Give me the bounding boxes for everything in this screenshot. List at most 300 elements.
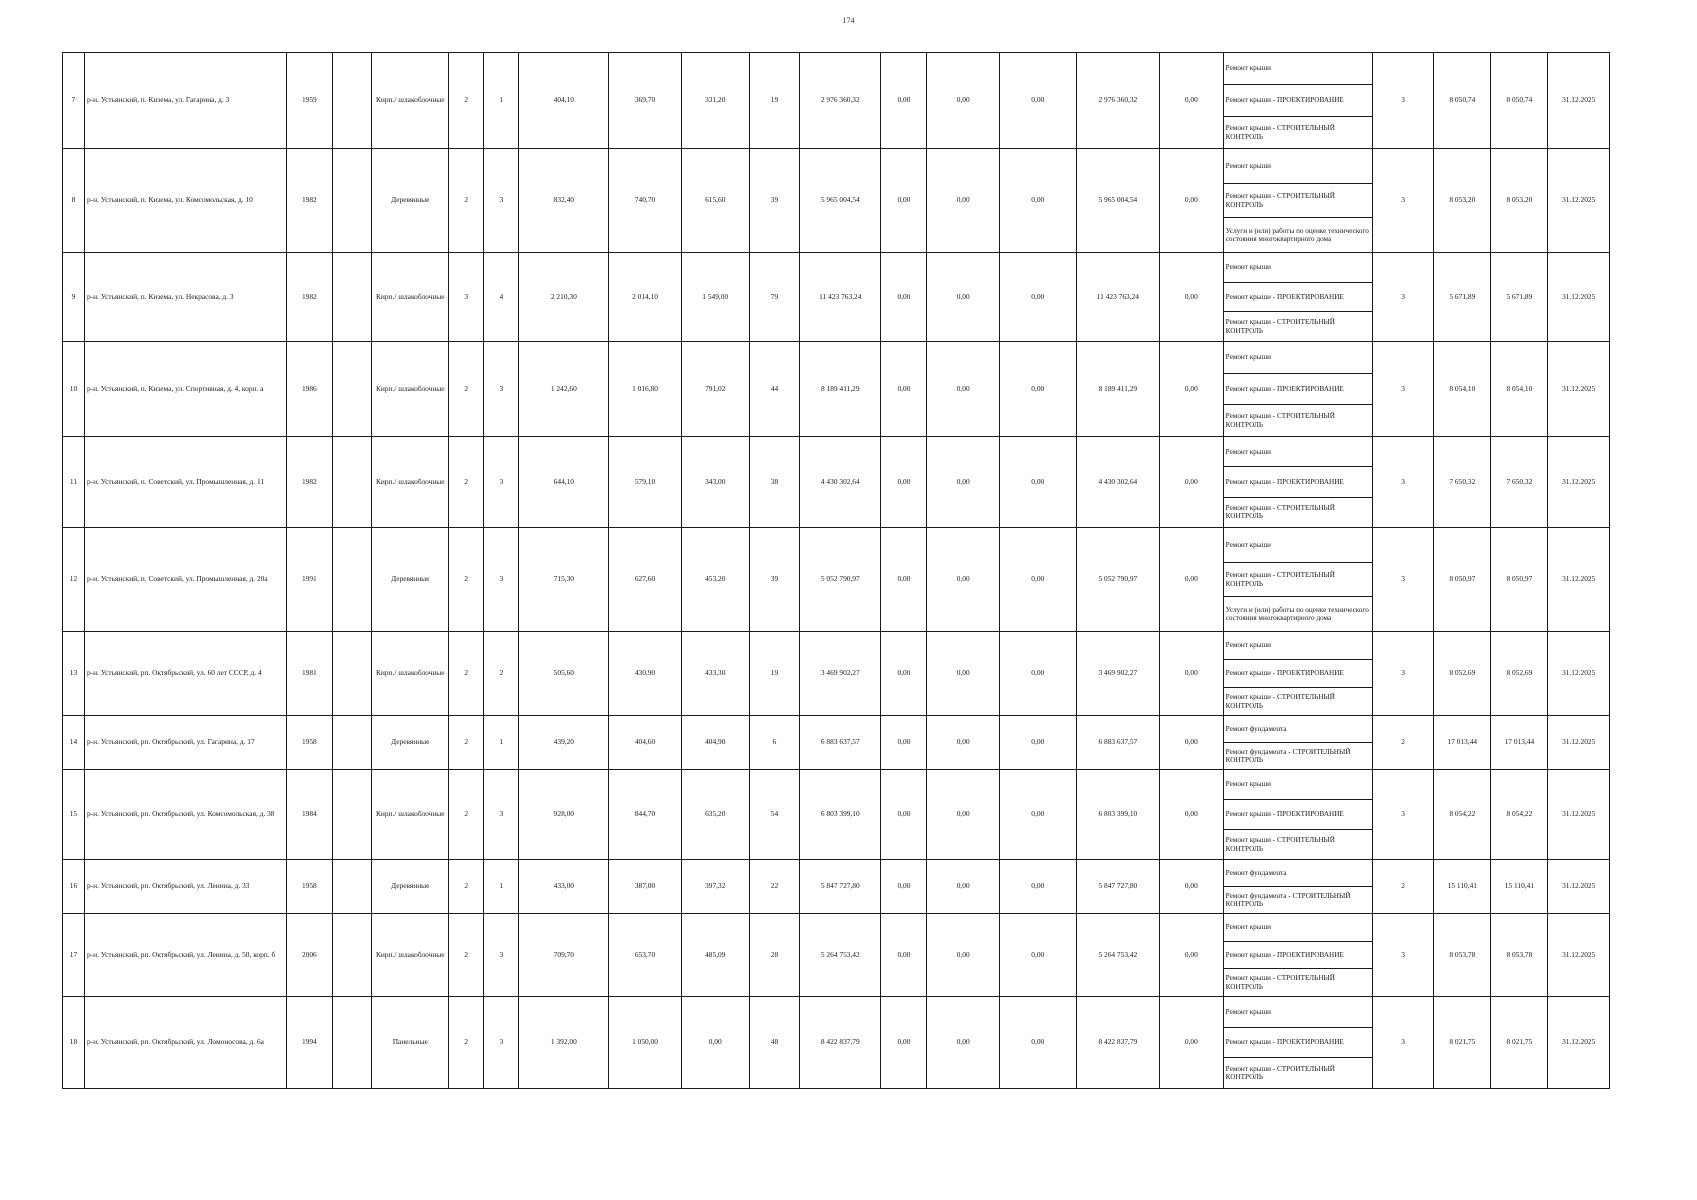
build-year: 1986: [286, 342, 332, 437]
deadline-date: 31.12.2025: [1548, 632, 1610, 716]
entrances-count: 3: [484, 528, 519, 632]
empty-col: [332, 342, 371, 437]
empty-col: [332, 632, 371, 716]
build-year: 1958: [286, 716, 332, 770]
row-number: 12: [63, 528, 85, 632]
limit-per-m2: 15 110,41: [1491, 860, 1548, 914]
address: р-н. Устьянский, рп. Октябрьский, ул. Комсомольская, д. 38: [84, 770, 286, 860]
floors-count: 2: [449, 342, 484, 437]
work-item: Ремонт крыши - СТРОИТЕЛЬНЫЙ КОНТРОЛЬ: [1224, 829, 1372, 859]
build-year: 1982: [286, 437, 332, 528]
limit-per-m2: 8 052,69: [1491, 632, 1548, 716]
fund-municipal: 0,00: [999, 914, 1076, 997]
residents-count: 19: [749, 53, 799, 149]
fund-federal: 0,00: [881, 253, 927, 342]
residents-count: 22: [749, 860, 799, 914]
work-item: Ремонт крыши - ПРОЕКТИРОВАНИЕ: [1224, 84, 1372, 116]
work-item: Ремонт крыши: [1225, 447, 1271, 456]
address: р-н. Устьянский, рп. Октябрьский, ул. 60 лет СССР, д. 4: [84, 632, 286, 716]
works-stack: [1224, 53, 1372, 148]
fund-regional: 0,00: [927, 253, 999, 342]
limit-per-m2: 8 021,75: [1491, 997, 1548, 1089]
work-item: Ремонт крыши - СТРОИТЕЛЬНЫЙ КОНТРОЛЬ: [1224, 1057, 1372, 1088]
works-stack: [1224, 632, 1372, 715]
fund-regional: 0,00: [927, 997, 999, 1089]
fund-federal: 0,00: [881, 149, 927, 253]
row-number: 10: [63, 342, 85, 437]
wall-material: Кирп./ шлакоблочные: [372, 342, 449, 437]
living-area: 579,10: [609, 437, 681, 528]
works-stack: [1224, 342, 1372, 436]
fund-regional: 0,00: [927, 914, 999, 997]
address: р-н. Устьянский, п. Кизема, ул. Комсомольская, д. 10: [84, 149, 286, 253]
fund-owners: 11 423 763,24: [1076, 253, 1159, 342]
cost-per-m2: 7 650,32: [1434, 437, 1491, 528]
fund-regional: 0,00: [927, 632, 999, 716]
fund-municipal: 0,00: [999, 770, 1076, 860]
deadline-date: 31.12.2025: [1548, 914, 1610, 997]
wall-material: Деревянные: [372, 860, 449, 914]
unit-count: 3: [1372, 437, 1433, 528]
limit-per-m2: 8 053,78: [1491, 914, 1548, 997]
cost-per-m2: 5 671,89: [1434, 253, 1491, 342]
residential-area: 404,90: [681, 716, 749, 770]
work-item: Ремонт крыши - ПРОЕКТИРОВАНИЕ: [1224, 282, 1372, 312]
work-item: Ремонт крыши - СТРОИТЕЛЬНЫЙ КОНТРОЛЬ: [1224, 497, 1372, 527]
empty-col: [332, 914, 371, 997]
fund-owners: 8 422 837,79: [1076, 997, 1159, 1089]
cost-per-m2: 15 110,41: [1434, 860, 1491, 914]
total-area: 2 210,30: [519, 253, 609, 342]
empty-col: [332, 860, 371, 914]
work-item: Ремонт крыши: [1225, 64, 1271, 73]
living-area: 369,70: [609, 53, 681, 149]
build-year: 1991: [286, 528, 332, 632]
row-number: 11: [63, 437, 85, 528]
table-row: [63, 53, 1610, 149]
total-cost: 3 469 902,27: [800, 632, 881, 716]
living-area: 740,70: [609, 149, 681, 253]
row-number: 7: [63, 53, 85, 149]
fund-municipal: 0,00: [999, 342, 1076, 437]
fund-regional: 0,00: [927, 53, 999, 149]
residents-count: 39: [749, 528, 799, 632]
unit-count: 3: [1372, 997, 1433, 1089]
floors-count: 2: [449, 632, 484, 716]
wall-material: Кирп./ шлакоблочные: [372, 253, 449, 342]
build-year: 1958: [286, 860, 332, 914]
residents-count: 79: [749, 253, 799, 342]
living-area: 844,70: [609, 770, 681, 860]
row-number: 13: [63, 632, 85, 716]
deadline-date: 31.12.2025: [1548, 253, 1610, 342]
wall-material: Деревянные: [372, 528, 449, 632]
fund-owners: 5 847 727,80: [1076, 860, 1159, 914]
entrances-count: 3: [484, 914, 519, 997]
address: р-н. Устьянский, п. Советский, ул. Промышленная, д. 20а: [84, 528, 286, 632]
living-area: 404,60: [609, 716, 681, 770]
total-cost: 11 423 763,24: [800, 253, 881, 342]
deadline-date: 31.12.2025: [1548, 342, 1610, 437]
table-body: [63, 53, 1610, 1089]
residential-area: 397,32: [681, 860, 749, 914]
empty-col: [332, 253, 371, 342]
work-item: Ремонт крыши - ПРОЕКТИРОВАНИЕ: [1224, 373, 1372, 405]
build-year: 1959: [286, 53, 332, 149]
work-item: Ремонт крыши - ПРОЕКТИРОВАНИЕ: [1224, 659, 1372, 687]
fund-municipal: 0,00: [999, 149, 1076, 253]
total-cost: 8 422 837,79: [800, 997, 881, 1089]
address: р-н. Устьянский, рп. Октябрьский, ул. Ломоносова, д. 6а: [84, 997, 286, 1089]
unit-count: 3: [1372, 528, 1433, 632]
total-area: 433,00: [519, 860, 609, 914]
unit-count: 3: [1372, 253, 1433, 342]
total-cost: 6 883 637,57: [800, 716, 881, 770]
works-list: [1223, 632, 1372, 716]
work-item: Ремонт крыши - ПРОЕКТИРОВАНИЕ: [1224, 941, 1372, 969]
deadline-date: 31.12.2025: [1548, 149, 1610, 253]
unit-count: 3: [1372, 53, 1433, 149]
unit-count: 3: [1372, 632, 1433, 716]
table-row: [63, 770, 1610, 860]
total-area: 505,60: [519, 632, 609, 716]
empty-col: [332, 437, 371, 528]
works-stack: [1224, 716, 1372, 769]
cost-per-m2: 8 050,97: [1434, 528, 1491, 632]
unit-count: 3: [1372, 149, 1433, 253]
work-item: Ремонт крыши: [1225, 540, 1271, 549]
total-cost: 8 189 411,29: [800, 342, 881, 437]
repair-program-table: [62, 52, 1610, 1089]
total-cost: 5 264 753,42: [800, 914, 881, 997]
fund-owners: 5 052 790,97: [1076, 528, 1159, 632]
wall-material: Кирп./ шлакоблочные: [372, 53, 449, 149]
residential-area: 1 549,00: [681, 253, 749, 342]
cost-per-m2: 8 053,20: [1434, 149, 1491, 253]
works-stack: [1224, 437, 1372, 527]
fund-federal: 0,00: [881, 770, 927, 860]
cost-per-m2: 8 053,78: [1434, 914, 1491, 997]
work-item: Ремонт фундамента: [1225, 868, 1287, 877]
fund-municipal: 0,00: [999, 860, 1076, 914]
fund-other: 0,00: [1160, 632, 1224, 716]
table-row: [63, 149, 1610, 253]
address: р-н. Устьянский, п. Советский, ул. Промышленная, д. 11: [84, 437, 286, 528]
fund-federal: 0,00: [881, 632, 927, 716]
total-cost: 5 847 727,80: [800, 860, 881, 914]
fund-other: 0,00: [1160, 716, 1224, 770]
residents-count: 6: [749, 716, 799, 770]
entrances-count: 3: [484, 149, 519, 253]
work-item: Ремонт фундамента: [1225, 724, 1287, 733]
work-item: Ремонт крыши - СТРОИТЕЛЬНЫЙ КОНТРОЛЬ: [1224, 116, 1372, 148]
build-year: 2006: [286, 914, 332, 997]
work-item: Ремонт крыши - СТРОИТЕЛЬНЫЙ КОНТРОЛЬ: [1224, 687, 1372, 715]
total-area: 928,00: [519, 770, 609, 860]
total-area: 404,10: [519, 53, 609, 149]
deadline-date: 31.12.2025: [1548, 528, 1610, 632]
empty-col: [332, 528, 371, 632]
fund-owners: 5 965 004,54: [1076, 149, 1159, 253]
total-area: 832,40: [519, 149, 609, 253]
living-area: 627,60: [609, 528, 681, 632]
empty-col: [332, 149, 371, 253]
total-cost: 5 965 004,54: [800, 149, 881, 253]
page-number: 174: [842, 16, 855, 25]
works-stack: [1224, 149, 1372, 252]
row-number: 8: [63, 149, 85, 253]
work-item: Ремонт крыши - ПРОЕКТИРОВАНИЕ: [1224, 1027, 1372, 1058]
residential-area: 615,60: [681, 149, 749, 253]
table-row: [63, 528, 1610, 632]
work-item: Ремонт крыши - ПРОЕКТИРОВАНИЕ: [1224, 799, 1372, 829]
work-item: Ремонт крыши - ПРОЕКТИРОВАНИЕ: [1224, 466, 1372, 496]
work-item: Ремонт крыши - СТРОИТЕЛЬНЫЙ КОНТРОЛЬ: [1224, 311, 1372, 341]
works-list: [1223, 437, 1372, 528]
fund-owners: 2 976 360,32: [1076, 53, 1159, 149]
row-number: 14: [63, 716, 85, 770]
cost-per-m2: 8 054,22: [1434, 770, 1491, 860]
work-item: Ремонт фундамента - СТРОИТЕЛЬНЫЙ КОНТРОЛЬ: [1224, 742, 1372, 769]
fund-federal: 0,00: [881, 437, 927, 528]
table-row: [63, 716, 1610, 770]
table-row: [63, 342, 1610, 437]
entrances-count: 1: [484, 860, 519, 914]
deadline-date: 31.12.2025: [1548, 716, 1610, 770]
residential-area: 791,02: [681, 342, 749, 437]
row-number: 16: [63, 860, 85, 914]
fund-federal: 0,00: [881, 53, 927, 149]
works-list: [1223, 53, 1372, 149]
living-area: 430,90: [609, 632, 681, 716]
works-stack: [1224, 253, 1372, 341]
fund-regional: 0,00: [927, 528, 999, 632]
entrances-count: 1: [484, 716, 519, 770]
total-area: 644,10: [519, 437, 609, 528]
total-cost: 2 976 360,32: [800, 53, 881, 149]
living-area: 2 014,10: [609, 253, 681, 342]
cost-per-m2: 8 052,69: [1434, 632, 1491, 716]
works-list: [1223, 528, 1372, 632]
fund-owners: 6 883 637,57: [1076, 716, 1159, 770]
fund-regional: 0,00: [927, 437, 999, 528]
work-item: Ремонт крыши: [1225, 641, 1271, 650]
deadline-date: 31.12.2025: [1548, 770, 1610, 860]
wall-material: Кирп./ шлакоблочные: [372, 632, 449, 716]
fund-regional: 0,00: [927, 149, 999, 253]
residential-area: 485,09: [681, 914, 749, 997]
residents-count: 39: [749, 149, 799, 253]
works-list: [1223, 149, 1372, 253]
fund-municipal: 0,00: [999, 53, 1076, 149]
address: р-н. Устьянский, п. Кизема, ул. Спортивная, д. 4, корп. а: [84, 342, 286, 437]
residents-count: 19: [749, 632, 799, 716]
works-list: [1223, 770, 1372, 860]
cost-per-m2: 8 054,10: [1434, 342, 1491, 437]
empty-col: [332, 770, 371, 860]
build-year: 1994: [286, 997, 332, 1089]
works-stack: [1224, 860, 1372, 913]
table-row: [63, 997, 1610, 1089]
work-item: Ремонт крыши: [1225, 1007, 1271, 1016]
floors-count: 2: [449, 528, 484, 632]
fund-other: 0,00: [1160, 53, 1224, 149]
work-item: Ремонт крыши - СТРОИТЕЛЬНЫЙ КОНТРОЛЬ: [1224, 404, 1372, 436]
fund-other: 0,00: [1160, 770, 1224, 860]
entrances-count: 3: [484, 997, 519, 1089]
fund-owners: 3 469 902,27: [1076, 632, 1159, 716]
build-year: 1982: [286, 253, 332, 342]
limit-per-m2: 7 650,32: [1491, 437, 1548, 528]
empty-col: [332, 53, 371, 149]
total-cost: 4 430 302,64: [800, 437, 881, 528]
total-area: 1 392,00: [519, 997, 609, 1089]
table-row: [63, 253, 1610, 342]
fund-owners: 6 803 399,10: [1076, 770, 1159, 860]
floors-count: 2: [449, 997, 484, 1089]
floors-count: 2: [449, 914, 484, 997]
fund-other: 0,00: [1160, 437, 1224, 528]
work-item: Ремонт крыши: [1225, 263, 1271, 272]
row-number: 17: [63, 914, 85, 997]
empty-col: [332, 997, 371, 1089]
row-number: 9: [63, 253, 85, 342]
wall-material: Кирп./ шлакоблочные: [372, 914, 449, 997]
residential-area: 433,30: [681, 632, 749, 716]
works-list: [1223, 914, 1372, 997]
unit-count: 3: [1372, 342, 1433, 437]
entrances-count: 3: [484, 342, 519, 437]
work-item: Ремонт крыши: [1225, 353, 1271, 362]
fund-other: 0,00: [1160, 342, 1224, 437]
residential-area: 331,20: [681, 53, 749, 149]
row-number: 15: [63, 770, 85, 860]
living-area: 387,00: [609, 860, 681, 914]
works-stack: [1224, 914, 1372, 996]
unit-count: 2: [1372, 716, 1433, 770]
work-item: Ремонт крыши - СТРОИТЕЛЬНЫЙ КОНТРОЛЬ: [1224, 183, 1372, 218]
deadline-date: 31.12.2025: [1548, 437, 1610, 528]
floors-count: 2: [449, 860, 484, 914]
fund-federal: 0,00: [881, 342, 927, 437]
limit-per-m2: 8 050,74: [1491, 53, 1548, 149]
fund-federal: 0,00: [881, 914, 927, 997]
floors-count: 3: [449, 253, 484, 342]
cost-per-m2: 17 013,44: [1434, 716, 1491, 770]
fund-other: 0,00: [1160, 914, 1224, 997]
floors-count: 2: [449, 770, 484, 860]
limit-per-m2: 17 013,44: [1491, 716, 1548, 770]
wall-material: Кирп./ шлакоблочные: [372, 437, 449, 528]
works-list: [1223, 716, 1372, 770]
work-item: Ремонт крыши: [1225, 780, 1271, 789]
works-list: [1223, 997, 1372, 1089]
floors-count: 2: [449, 149, 484, 253]
floors-count: 2: [449, 53, 484, 149]
total-cost: 6 803 399,10: [800, 770, 881, 860]
residents-count: 48: [749, 997, 799, 1089]
entrances-count: 1: [484, 53, 519, 149]
table-row: [63, 860, 1610, 914]
residential-area: 635,20: [681, 770, 749, 860]
empty-col: [332, 716, 371, 770]
total-area: 439,20: [519, 716, 609, 770]
living-area: 1 016,80: [609, 342, 681, 437]
fund-owners: 8 189 411,29: [1076, 342, 1159, 437]
address: р-н. Устьянский, п. Кизема, ул. Гагарина, д. 3: [84, 53, 286, 149]
work-item: Ремонт крыши - СТРОИТЕЛЬНЫЙ КОНТРОЛЬ: [1224, 968, 1372, 996]
build-year: 1981: [286, 632, 332, 716]
wall-material: Деревянные: [372, 149, 449, 253]
limit-per-m2: 8 050,97: [1491, 528, 1548, 632]
address: р-н. Устьянский, рп. Октябрьский, ул. Ленина, д. 50, корп. б: [84, 914, 286, 997]
wall-material: Панельные: [372, 997, 449, 1089]
works-stack: [1224, 770, 1372, 859]
table-row: [63, 914, 1610, 997]
fund-municipal: 0,00: [999, 528, 1076, 632]
total-cost: 5 052 790,97: [800, 528, 881, 632]
limit-per-m2: 8 054,10: [1491, 342, 1548, 437]
fund-other: 0,00: [1160, 253, 1224, 342]
fund-federal: 0,00: [881, 860, 927, 914]
work-item: Ремонт фундамента - СТРОИТЕЛЬНЫЙ КОНТРОЛЬ: [1224, 886, 1372, 913]
unit-count: 3: [1372, 770, 1433, 860]
living-area: 653,70: [609, 914, 681, 997]
deadline-date: 31.12.2025: [1548, 860, 1610, 914]
fund-municipal: 0,00: [999, 437, 1076, 528]
work-item: Услуги и (или) работы по оценке технического состояния многоквартирного дома: [1224, 596, 1372, 631]
fund-federal: 0,00: [881, 997, 927, 1089]
fund-municipal: 0,00: [999, 997, 1076, 1089]
work-item: Услуги и (или) работы по оценке технического состояния многоквартирного дома: [1224, 217, 1372, 252]
fund-other: 0,00: [1160, 997, 1224, 1089]
residents-count: 38: [749, 437, 799, 528]
fund-owners: 4 430 302,64: [1076, 437, 1159, 528]
fund-regional: 0,00: [927, 770, 999, 860]
table-row: [63, 632, 1610, 716]
entrances-count: 4: [484, 253, 519, 342]
total-area: 709,70: [519, 914, 609, 997]
fund-other: 0,00: [1160, 528, 1224, 632]
wall-material: Кирп./ шлакоблочные: [372, 770, 449, 860]
work-item: Ремонт крыши: [1225, 923, 1271, 932]
entrances-count: 3: [484, 770, 519, 860]
limit-per-m2: 5 671,89: [1491, 253, 1548, 342]
row-number: 18: [63, 997, 85, 1089]
fund-municipal: 0,00: [999, 253, 1076, 342]
fund-other: 0,00: [1160, 860, 1224, 914]
total-area: 1 242,60: [519, 342, 609, 437]
address: р-н. Устьянский, рп. Октябрьский, ул. Гагарина, д. 17: [84, 716, 286, 770]
fund-other: 0,00: [1160, 149, 1224, 253]
residential-area: 0,00: [681, 997, 749, 1089]
residents-count: 54: [749, 770, 799, 860]
limit-per-m2: 8 053,20: [1491, 149, 1548, 253]
residential-area: 453,20: [681, 528, 749, 632]
build-year: 1984: [286, 770, 332, 860]
fund-federal: 0,00: [881, 528, 927, 632]
build-year: 1982: [286, 149, 332, 253]
unit-count: 2: [1372, 860, 1433, 914]
entrances-count: 2: [484, 632, 519, 716]
cost-per-m2: 8 050,74: [1434, 53, 1491, 149]
fund-owners: 5 264 753,42: [1076, 914, 1159, 997]
fund-regional: 0,00: [927, 860, 999, 914]
entrances-count: 3: [484, 437, 519, 528]
floors-count: 2: [449, 716, 484, 770]
living-area: 1 050,00: [609, 997, 681, 1089]
residential-area: 343,00: [681, 437, 749, 528]
